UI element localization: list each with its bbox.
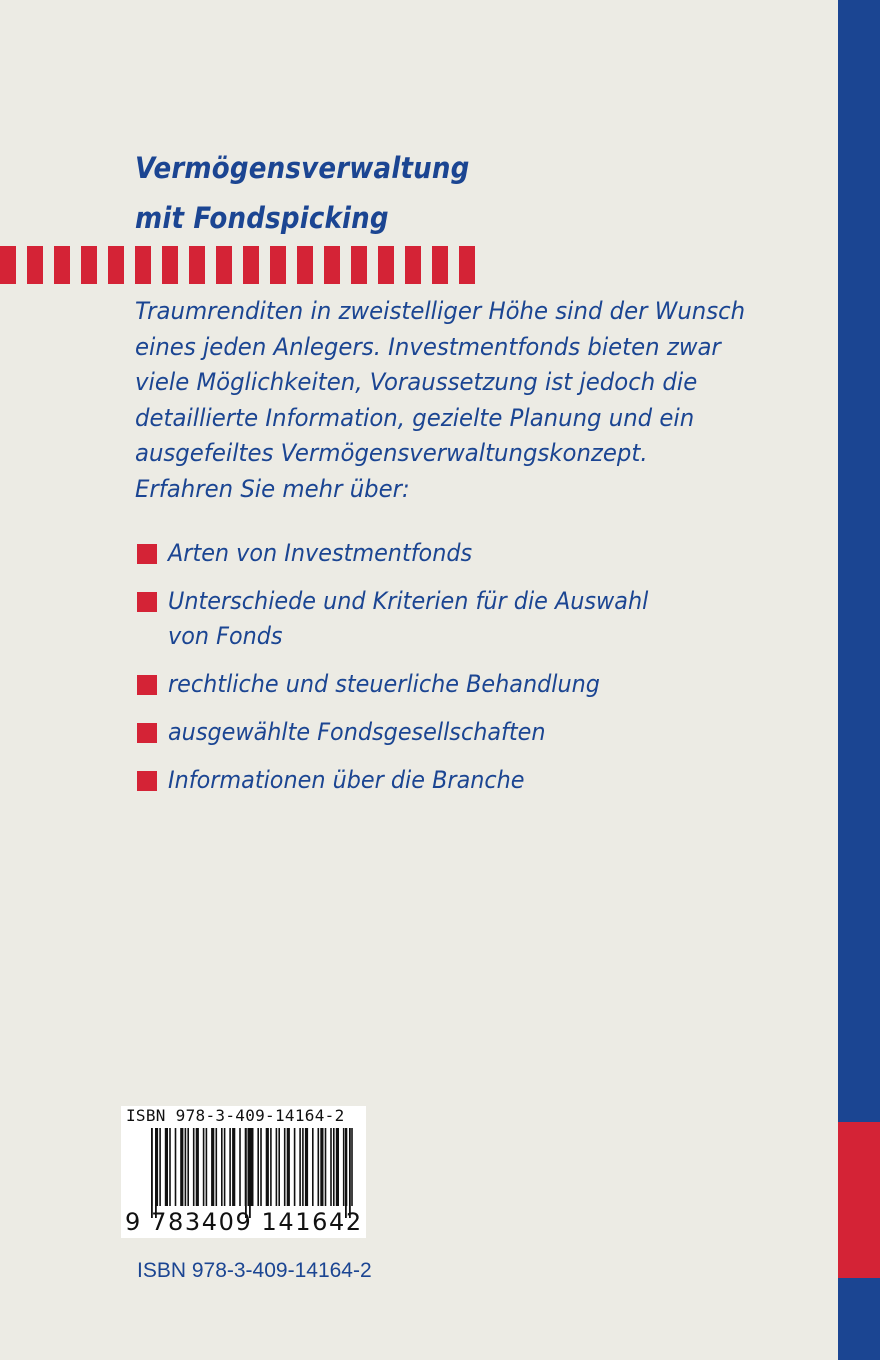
- dash-segment: [0, 246, 16, 284]
- dash-segment: [297, 246, 313, 284]
- dash-segment: [432, 246, 448, 284]
- dash-segment: [54, 246, 70, 284]
- blurb-line: ausgefeiltes Vermögensverwaltungskonzept.: [135, 439, 648, 467]
- red-square-bullet-icon: [137, 723, 157, 743]
- barcode-bar: [159, 1128, 161, 1206]
- barcode-bar: [232, 1128, 235, 1206]
- red-dash-rule: [0, 246, 500, 284]
- barcode-bar: [229, 1128, 231, 1206]
- barcode-bar: [318, 1128, 320, 1206]
- topic-text: rechtliche und steuerliche Behandlung: [168, 670, 600, 698]
- topic-item: [137, 667, 827, 702]
- topic-list: [137, 536, 827, 811]
- barcode-bar: [216, 1128, 218, 1206]
- dash-segment: [189, 246, 205, 284]
- barcode-guard-bar: [249, 1128, 251, 1218]
- barcode-bar: [185, 1128, 187, 1206]
- blurb-line: detaillierte Information, gezielte Planung und ein: [135, 403, 695, 432]
- barcode-bar: [312, 1128, 314, 1206]
- barcode-bar: [320, 1128, 323, 1206]
- topic-text: ausgewählte Fondsgesellschaften: [168, 718, 546, 746]
- blurb-line: eines jeden Anlegers. Investmentfonds bieten zwar: [135, 332, 721, 361]
- red-square-bullet-icon: [137, 771, 157, 791]
- isbn-text: ISBN 978-3-409-14164-2: [137, 1259, 372, 1282]
- barcode-guard-bar: [155, 1128, 157, 1218]
- barcode-bars-icon: [125, 1126, 361, 1220]
- blurb-line: Erfahren Sie mehr über:: [135, 474, 410, 503]
- barcode-bar: [278, 1128, 280, 1206]
- dash-segment: [135, 246, 151, 284]
- barcode-bar: [211, 1128, 214, 1206]
- barcode-bar: [248, 1128, 250, 1206]
- barcode-bar: [221, 1128, 223, 1206]
- dash-segment: [81, 246, 97, 284]
- barcode-bar: [270, 1128, 272, 1206]
- barcode-bar: [257, 1128, 259, 1206]
- dash-segment: [459, 246, 475, 284]
- barcode-bar: [299, 1128, 301, 1206]
- barcode-bar: [193, 1128, 195, 1206]
- barcode-bar: [266, 1128, 269, 1206]
- red-square-bullet-icon: [137, 675, 157, 695]
- barcode-bar: [165, 1128, 168, 1206]
- topic-text: Informationen über die Branche: [168, 766, 525, 794]
- dash-segment: [324, 246, 340, 284]
- barcode-bar: [287, 1128, 290, 1206]
- barcode-bar: [333, 1128, 335, 1206]
- barcode-guard-bar: [151, 1128, 153, 1218]
- barcode-bar: [260, 1128, 262, 1206]
- dash-segment: [162, 246, 178, 284]
- dash-segment: [243, 246, 259, 284]
- title-line-1: Vermögensverwaltung: [135, 151, 470, 185]
- barcode-guard-bar: [245, 1128, 247, 1218]
- dash-segment: [378, 246, 394, 284]
- barcode-bar: [336, 1128, 339, 1206]
- barcode-bar: [203, 1128, 205, 1206]
- topic-item: [137, 763, 827, 798]
- dash-segment: [108, 246, 124, 284]
- barcode-bar: [175, 1128, 177, 1206]
- barcode-bar: [239, 1128, 241, 1206]
- barcode-bar: [294, 1128, 296, 1206]
- barcode-bar: [276, 1128, 278, 1206]
- barcode-bar: [180, 1128, 183, 1206]
- barcode-digits: 9 783409 141642: [125, 1208, 363, 1236]
- book-title: [135, 143, 470, 243]
- barcode-bar: [196, 1128, 199, 1206]
- barcode-bar: [325, 1128, 327, 1206]
- blurb-paragraph: [135, 294, 791, 507]
- barcode-bar: [351, 1128, 353, 1206]
- topic-text: Arten von Investmentfonds: [168, 539, 473, 567]
- barcode-guard-bar: [349, 1128, 351, 1218]
- dash-segment: [27, 246, 43, 284]
- blurb-line: viele Möglichkeiten, Voraussetzung ist jedoch die: [135, 368, 698, 396]
- dash-segment: [270, 246, 286, 284]
- dash-segment: [351, 246, 367, 284]
- title-line-2: mit Fondspicking: [135, 201, 389, 235]
- topic-text: Unterschiede und Kriterien für die Auswahl: [168, 587, 649, 615]
- barcode-bar: [284, 1128, 286, 1206]
- topic-text-continued: von Fonds: [168, 622, 283, 650]
- barcode-bar: [343, 1128, 345, 1206]
- barcode-bar: [224, 1128, 226, 1206]
- isbn-barcode: [121, 1106, 366, 1238]
- topic-item: [137, 715, 827, 750]
- topic-item: [137, 584, 827, 654]
- spine-red-band: [838, 1122, 880, 1278]
- barcode-isbn-label: ISBN 978-3-409-14164-2: [126, 1106, 345, 1125]
- barcode-bar: [305, 1128, 308, 1206]
- barcode-guard-bar: [345, 1128, 347, 1218]
- barcode-bar: [302, 1128, 304, 1206]
- barcode-bar: [330, 1128, 332, 1206]
- topic-item: [137, 536, 827, 571]
- barcode-bar: [206, 1128, 208, 1206]
- blurb-line: Traumrenditen in zweistelliger Höhe sind der Wunsch: [135, 297, 746, 325]
- red-square-bullet-icon: [137, 544, 157, 564]
- barcode-bar: [169, 1128, 171, 1206]
- dash-segment: [405, 246, 421, 284]
- barcode-bar: [187, 1128, 189, 1206]
- red-square-bullet-icon: [137, 592, 157, 612]
- dash-segment: [216, 246, 232, 284]
